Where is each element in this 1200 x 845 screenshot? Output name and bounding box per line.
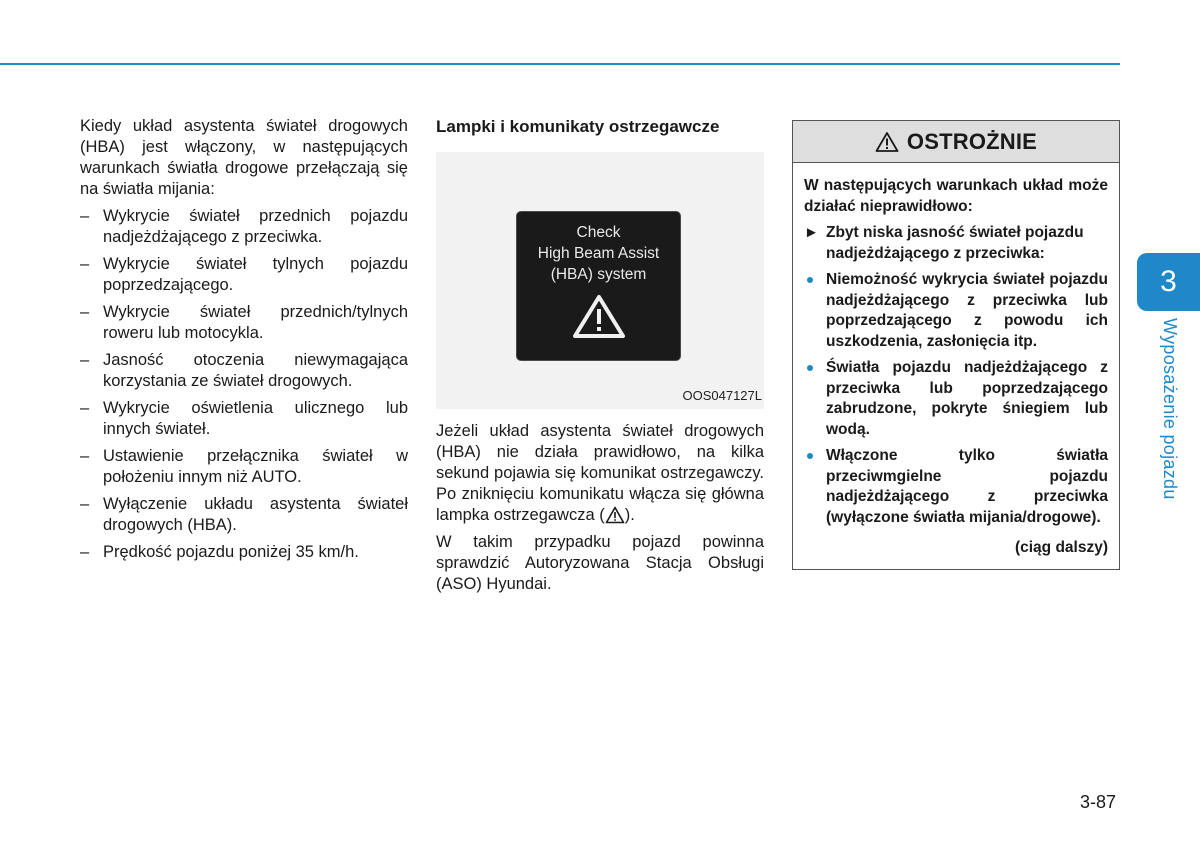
section-heading: Lampki i komunikaty ostrzegawcze bbox=[436, 117, 720, 136]
list-item: – Prędkość pojazdu poniżej 35 km/h. bbox=[80, 543, 359, 561]
caution-box bbox=[792, 120, 1120, 570]
caution-body bbox=[793, 163, 1119, 569]
condition-list bbox=[80, 206, 408, 563]
caution-intro: W następujących warunkach układ może działać nieprawidłowo: bbox=[804, 177, 1108, 215]
list-item: – Wyłączenie układu asystenta świateł drogowych (HBA). bbox=[80, 495, 408, 534]
warning-triangle-icon bbox=[605, 506, 625, 524]
page-number: 3-87 bbox=[1080, 792, 1117, 812]
bullet-icon bbox=[807, 365, 813, 371]
cluster-display-figure bbox=[436, 152, 764, 409]
bullet-icon bbox=[807, 277, 813, 283]
caution-bullet-list bbox=[804, 270, 1108, 528]
intro-paragraph: Kiedy układ asystenta świateł drogowych (HBA) jest włączony, w następujących warunkach światła drogowe przełączają się na światła mijania: bbox=[80, 117, 408, 198]
figure-code: OOS047127L bbox=[682, 388, 762, 403]
middle-column bbox=[436, 116, 764, 601]
continued-label: (ciąg dalszy) bbox=[1014, 539, 1108, 556]
display-line: (HBA) system bbox=[550, 266, 647, 283]
caution-header bbox=[793, 121, 1119, 163]
top-rule bbox=[0, 63, 1120, 65]
bullet-icon bbox=[807, 453, 813, 459]
list-item: – Jasność otoczenia niewymagająca korzystania ze świateł drogowych. bbox=[80, 351, 408, 390]
caution-condition: ► Zbyt niska jasność świateł pojazdu nadjeżdżającego z przeciwka: bbox=[804, 224, 1084, 262]
warning-triangle-icon bbox=[875, 131, 899, 153]
list-item: Niemożność wykrycia świateł pojazdu nadjeżdżającego z przeciwka lub poprzedzającego z powodu ich uszkodzenia, zasłonięcia itp. bbox=[804, 270, 1108, 352]
list-item: – Wykrycie świateł przednich pojazdu nadjeżdżającego z przeciwka. bbox=[80, 207, 408, 246]
left-column bbox=[80, 116, 408, 569]
list-item: Włączone tylko światła przeciwmgielne pojazdu nadjeżdżającego z przeciwka (wyłączone światła mijania/drogowe). bbox=[804, 446, 1108, 528]
display-line: High Beam Assist bbox=[537, 245, 660, 262]
display-line: Check bbox=[576, 224, 621, 241]
list-item: Światła pojazdu nadjeżdżającego z przeciwka lub poprzedzającego zabrudzone, pokryte śniegiem lub wodą. bbox=[804, 358, 1108, 440]
list-item: – Wykrycie świateł przednich/tylnych roweru lub motocykla. bbox=[80, 303, 408, 342]
chapter-tab: 3 bbox=[1137, 253, 1200, 311]
list-item: – Ustawienie przełącznika świateł w położeniu innym niż AUTO. bbox=[80, 447, 408, 486]
service-paragraph: W takim przypadku pojazd powinna sprawdzić Autoryzowana Stacja Obsługi (ASO) Hyundai. bbox=[436, 533, 764, 593]
caution-title: OSTROŻNIE bbox=[906, 129, 1038, 154]
warning-triangle-icon bbox=[572, 293, 626, 339]
list-item: – Wykrycie świateł tylnych pojazdu poprzedzającego. bbox=[80, 255, 408, 294]
warning-paragraph: Jeżeli układ asystenta świateł drogowych (HBA) nie działa prawidłowo, na kilka sekund pojawia się komunikat ostrzegawczy. Po zniknięciu komunikatu włącza się główna lampka ostrzegawcza ( ). bbox=[436, 422, 764, 524]
chapter-title: Wyposażenie pojazdu bbox=[1160, 318, 1180, 500]
triangle-right-icon: ► bbox=[804, 224, 819, 241]
cluster-display bbox=[516, 211, 681, 361]
list-item: – Wykrycie oświetlenia ulicznego lub innych świateł. bbox=[80, 399, 408, 438]
right-column bbox=[792, 120, 1120, 570]
